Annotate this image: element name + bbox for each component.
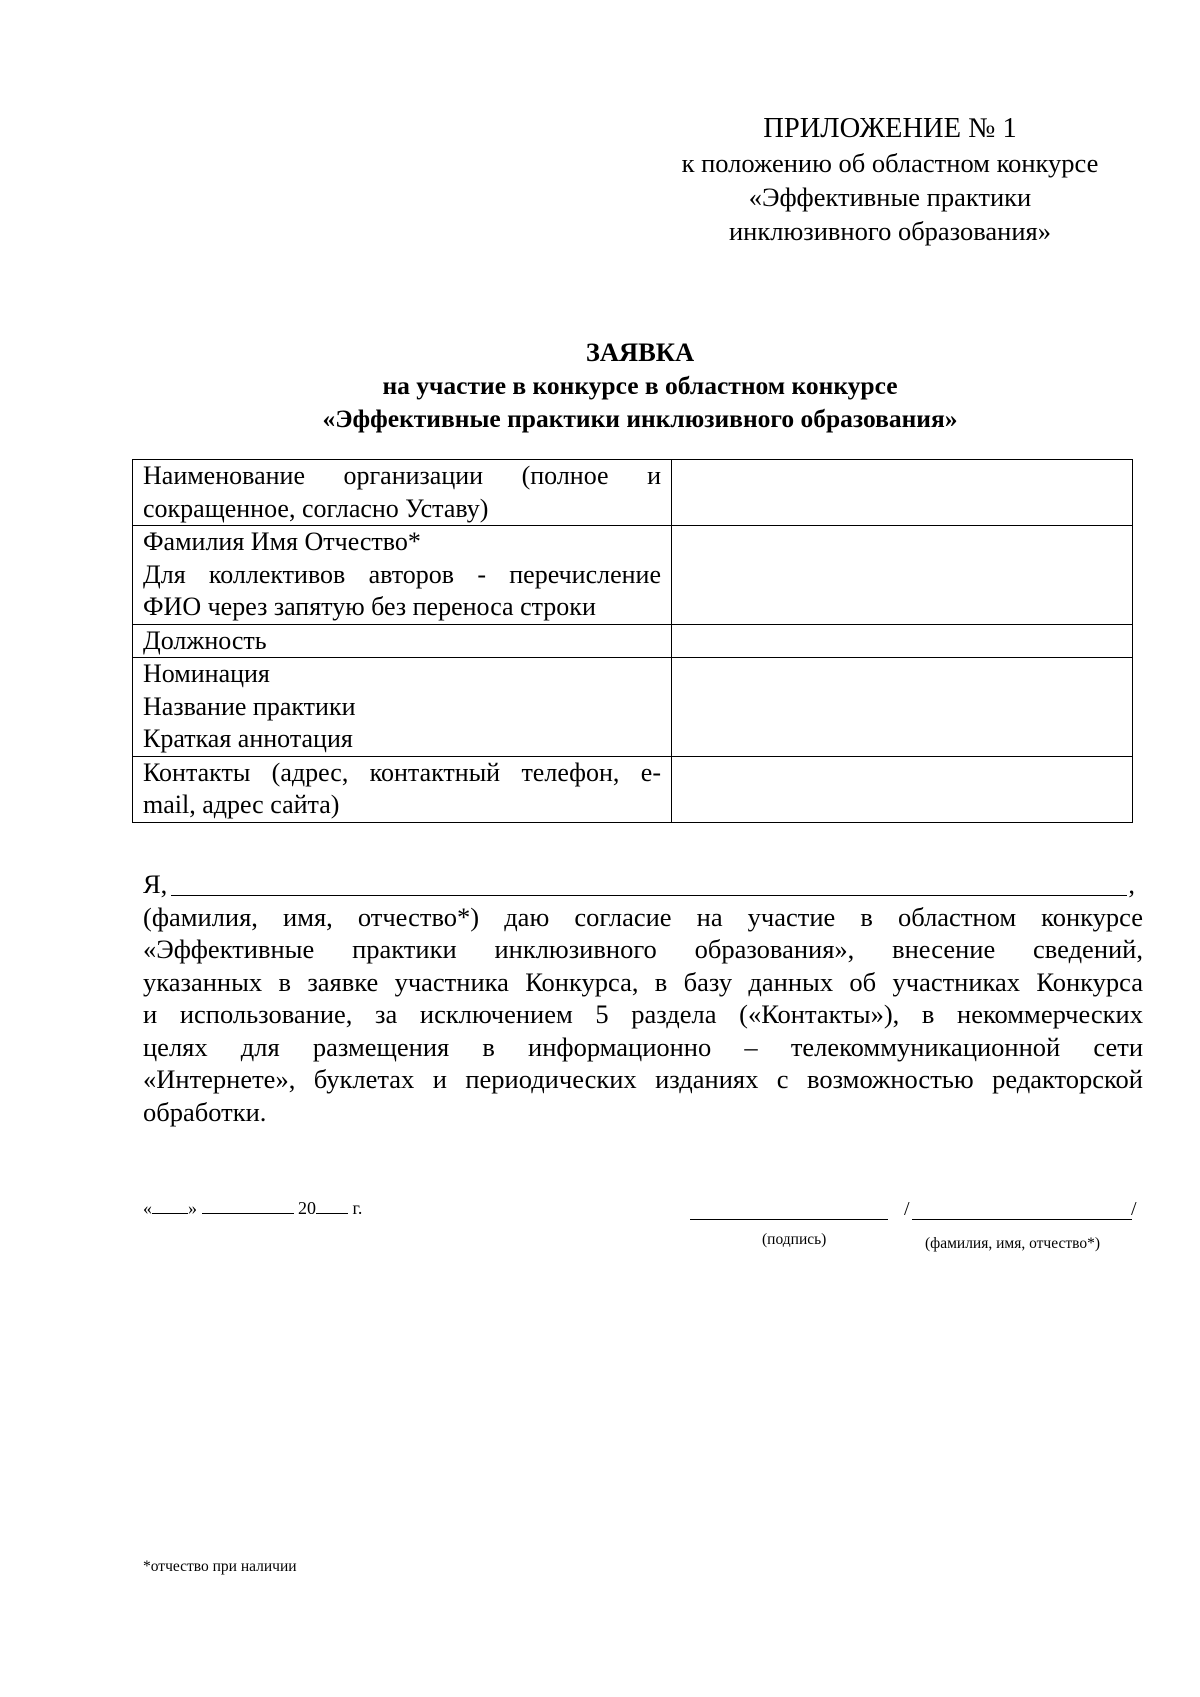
consent-line: обработки. bbox=[143, 1096, 267, 1127]
title-subline: на участие в конкурсе в областном конкурсе bbox=[382, 371, 898, 400]
label-line: Фамилия Имя Отчество* bbox=[143, 527, 421, 556]
row-label bbox=[133, 624, 672, 658]
year-prefix: 20 bbox=[298, 1198, 316, 1218]
signature-blank[interactable] bbox=[690, 1219, 888, 1220]
name-caption: (фамилия, имя, отчество*) bbox=[925, 1235, 1100, 1252]
consent-line: и использование, за исключением 5 раздела («Контакты»), в некоммерческих bbox=[143, 999, 1143, 1029]
row-value-cell[interactable] bbox=[672, 756, 1133, 822]
slash: / bbox=[904, 1198, 910, 1220]
name-blank-line[interactable] bbox=[171, 895, 1127, 896]
document-title bbox=[130, 336, 1150, 435]
month-blank[interactable] bbox=[202, 1199, 294, 1214]
row-value-cell[interactable] bbox=[672, 658, 1133, 757]
label-line: Для коллективов авторов - перечисление bbox=[143, 559, 661, 589]
row-value-cell[interactable] bbox=[672, 526, 1133, 625]
table-row bbox=[133, 624, 1133, 658]
consent-name-line bbox=[143, 868, 1143, 901]
label-line: mail, адрес сайта) bbox=[143, 790, 340, 819]
label-line: Краткая аннотация bbox=[143, 724, 353, 753]
table-row bbox=[133, 526, 1133, 625]
appendix-line: к положению об областном конкурсе bbox=[681, 148, 1099, 178]
label-line: Контакты (адрес, контактный телефон, e- bbox=[143, 757, 661, 787]
table-row bbox=[133, 460, 1133, 526]
year-suffix: г. bbox=[352, 1198, 363, 1218]
row-label bbox=[133, 526, 672, 625]
row-label bbox=[133, 460, 672, 526]
label-line: Название практики bbox=[143, 691, 356, 721]
date-field bbox=[143, 1198, 362, 1219]
row-label bbox=[133, 756, 672, 822]
label-line: Номинация bbox=[143, 659, 270, 688]
application-form-table bbox=[132, 459, 1133, 823]
title-heading: ЗАЯВКА bbox=[585, 337, 695, 367]
year-blank[interactable] bbox=[316, 1199, 348, 1214]
slash: / bbox=[1131, 1198, 1137, 1220]
date-open-quote: « bbox=[143, 1198, 152, 1218]
appendix-line: «Эффективные практики bbox=[748, 182, 1032, 212]
label-line: Должность bbox=[143, 625, 267, 655]
appendix-header bbox=[640, 112, 1140, 248]
consent-line: (фамилия, имя, отчество*) даю согласие на участие в областном конкурсе bbox=[143, 901, 1143, 932]
table-row bbox=[133, 756, 1133, 822]
appendix-line: инклюзивного образования» bbox=[729, 216, 1051, 246]
consent-line: «Интернете», буклетах и периодических изданиях с возможностью редакторской bbox=[143, 1064, 1143, 1094]
table-row bbox=[133, 658, 1133, 757]
label-line: сокращенное, согласно Уставу) bbox=[143, 493, 489, 523]
signature-caption: (подпись) bbox=[762, 1231, 827, 1248]
row-label bbox=[133, 658, 672, 757]
label-line: ФИО через запятую без переноса строки bbox=[143, 592, 596, 621]
consent-line: указанных в заявке участника Конкурса, в базу данных об участниках Конкурса bbox=[143, 966, 1143, 997]
date-close-quote: » bbox=[188, 1198, 197, 1218]
consent-prefix: Я, bbox=[143, 869, 168, 899]
consent-statement bbox=[143, 868, 1143, 1128]
consent-line: «Эффективные практики инклюзивного образования», внесение сведений, bbox=[143, 934, 1143, 964]
row-value-cell[interactable] bbox=[672, 460, 1133, 526]
row-value-cell[interactable] bbox=[672, 624, 1133, 658]
day-blank[interactable] bbox=[152, 1199, 188, 1214]
title-subline: «Эффективные практики инклюзивного образования» bbox=[322, 404, 958, 433]
consent-line: целях для размещения в информационно – телекоммуникационной сети bbox=[143, 1031, 1143, 1062]
signature-block bbox=[690, 1198, 1140, 1223]
footnote: *отчество при наличии bbox=[143, 1558, 297, 1575]
appendix-number: ПРИЛОЖЕНИЕ № 1 bbox=[763, 113, 1017, 144]
consent-suffix: , bbox=[1128, 869, 1135, 899]
full-name-blank[interactable] bbox=[912, 1219, 1132, 1220]
label-line: Наименование организации (полное и bbox=[143, 461, 661, 490]
